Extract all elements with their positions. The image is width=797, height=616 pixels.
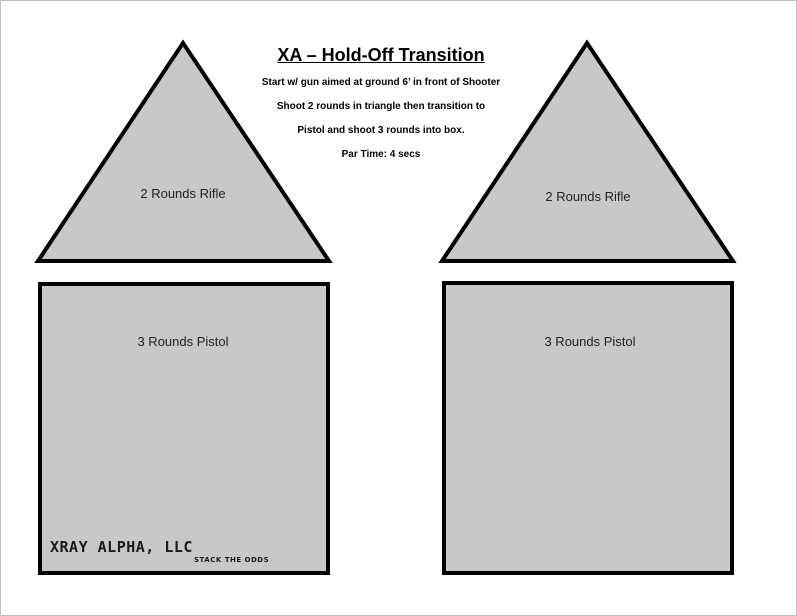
right-triangle-label: 2 Rounds Rifle (545, 189, 631, 204)
par-time: Par Time: 4 secs (341, 149, 421, 160)
left-triangle-label: 2 Rounds Rifle (140, 186, 226, 201)
left-box-label: 3 Rounds Pistol (137, 334, 229, 349)
drill-header (231, 45, 531, 172)
logo-tagline: STACK THE ODDS (194, 556, 270, 564)
logo-name: XRAY ALPHA, LLC (50, 538, 193, 556)
company-logo (50, 538, 270, 564)
left-box-target (40, 284, 328, 573)
right-box-label: 3 Rounds Pistol (544, 334, 636, 349)
instruction-line-3: Pistol and shoot 3 rounds into box. (297, 125, 465, 136)
instruction-line-1: Start w/ gun aimed at ground 6’ in front of Shooter (261, 77, 501, 88)
drill-title: XA – Hold-Off Transition (277, 45, 485, 65)
instruction-line-2: Shoot 2 rounds in triangle then transition to (276, 101, 486, 112)
right-box-target (444, 283, 732, 573)
